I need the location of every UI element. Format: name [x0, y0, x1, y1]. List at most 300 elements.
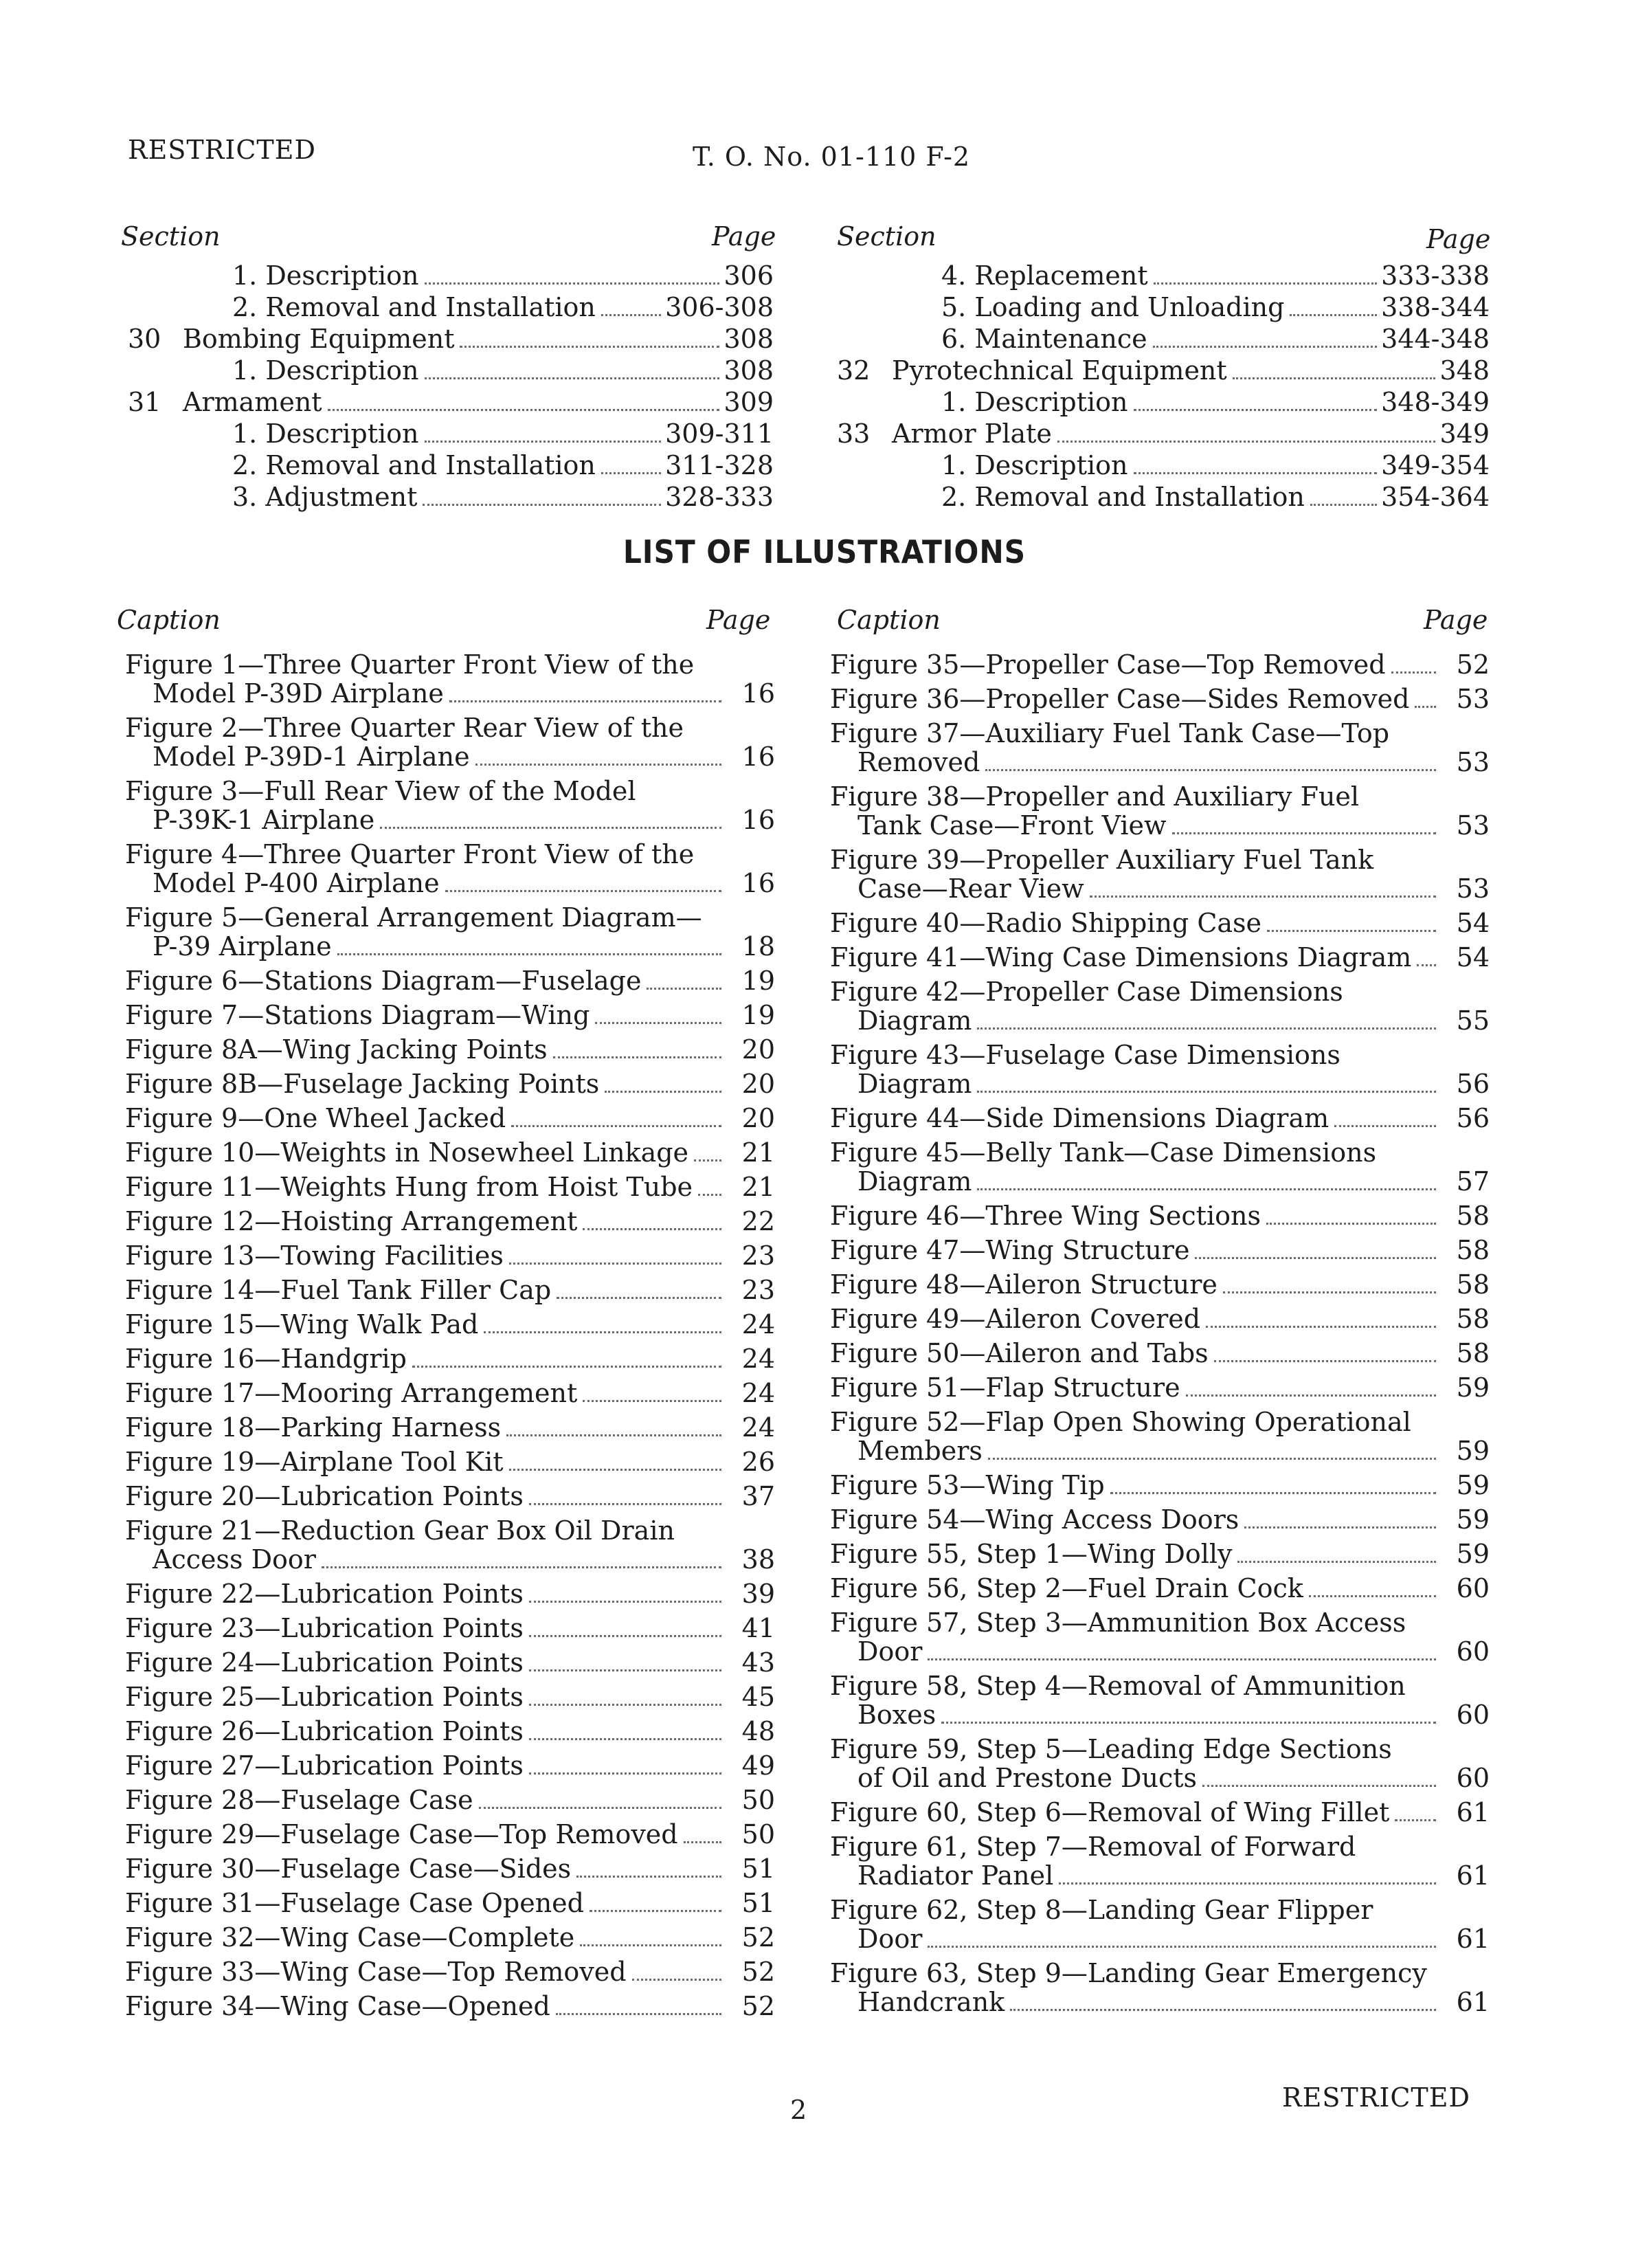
illustration-caption: Figure 34—Wing Case—Opened: [125, 1991, 550, 2021]
illustration-caption: Figure 30—Fuselage Case—Sides: [125, 1854, 572, 1884]
illustration-entry: [830, 845, 1490, 904]
dot-leader: [380, 827, 721, 829]
illustration-caption: Figure 13—Towing Facilities: [125, 1241, 504, 1271]
illustration-entry: [125, 1207, 775, 1236]
dot-leader: [1195, 1257, 1436, 1259]
dot-leader: [1057, 441, 1436, 443]
dot-leader: [601, 314, 661, 316]
dot-leader: [322, 1566, 721, 1568]
dot-leader: [511, 1125, 721, 1127]
illustration-page: 52: [741, 1991, 775, 2021]
illustration-caption-line2: Door: [857, 1924, 923, 1954]
illustration-entry: [830, 1608, 1490, 1667]
illustration-caption-line2: Boxes: [857, 1700, 936, 1730]
illustration-entry: [830, 943, 1490, 972]
illustration-entry: [125, 1413, 775, 1443]
illustration-caption: Figure 29—Fuselage Case—Top Removed: [125, 1819, 678, 1849]
illustration-caption: Figure 48—Aileron Structure: [830, 1269, 1218, 1300]
illustration-caption: Figure 32—Wing Case—Complete: [125, 1922, 575, 1953]
dot-leader: [1090, 896, 1436, 898]
illustration-page: 56: [1456, 1069, 1490, 1099]
list-of-illustrations-title: LIST OF ILLUSTRATIONS: [622, 533, 1027, 570]
illustration-caption-line1: Figure 61, Step 7—Removal of Forward: [830, 1832, 1356, 1862]
dot-leader: [1214, 1360, 1436, 1362]
illustration-entry: [830, 977, 1490, 1036]
dot-leader: [479, 1807, 721, 1809]
illustration-entry: [830, 650, 1490, 680]
illustration-caption-line1: Figure 45—Belly Tank—Case Dimensions: [830, 1137, 1377, 1168]
illustration-page: 23: [741, 1275, 775, 1305]
dot-leader: [529, 1738, 721, 1740]
illustration-entry: [830, 719, 1490, 777]
section-title: 1. Description: [232, 260, 419, 291]
illustration-page: 19: [741, 1000, 775, 1030]
illustration-entry: [125, 1648, 775, 1678]
illustration-entry: [125, 1276, 775, 1305]
illustration-page: 24: [741, 1378, 775, 1408]
section-row: [837, 293, 1490, 322]
dot-leader: [632, 1979, 721, 1981]
illustration-page: 56: [1456, 1103, 1490, 1133]
illustration-caption-line2: Tank Case—Front View: [857, 810, 1167, 841]
illustration-entry: [125, 1957, 775, 1987]
illustration-entry: [125, 1035, 775, 1065]
illustration-page: 61: [1456, 1860, 1490, 1891]
illustration-caption-line1: Figure 39—Propeller Auxiliary Fuel Tank: [830, 845, 1374, 875]
illustration-page: 58: [1456, 1269, 1490, 1300]
illustration-caption-line2: of Oil and Prestone Ducts: [857, 1763, 1197, 1793]
section-title: Pyrotechnical Equipment: [892, 355, 1227, 386]
section-page: 349: [1439, 419, 1490, 449]
illustration-page: 20: [741, 1034, 775, 1065]
section-page: 348-349: [1381, 387, 1490, 417]
dot-leader: [425, 441, 662, 443]
illustration-caption-line1: Figure 52—Flap Open Showing Operational: [830, 1407, 1411, 1437]
section-row: [128, 419, 774, 449]
dot-leader: [1244, 1526, 1436, 1528]
illustration-caption-line2: Model P-400 Airplane: [153, 868, 440, 898]
illustration-entry: [830, 1201, 1490, 1231]
illustration-page: 43: [741, 1647, 775, 1678]
dot-leader: [1134, 472, 1378, 474]
section-row: [837, 388, 1490, 417]
illustration-entry: [125, 966, 775, 996]
dot-leader: [1059, 1882, 1436, 1885]
illustration-page: 19: [741, 966, 775, 996]
illustration-caption-line2: Handcrank: [857, 1987, 1005, 2017]
illustration-page: 23: [741, 1241, 775, 1271]
dot-leader: [1223, 1291, 1436, 1293]
illustration-caption-line1: Figure 3—Full Rear View of the Model: [125, 776, 636, 806]
page-column-label: Page: [712, 221, 776, 252]
illustration-caption-line2: Door: [857, 1636, 923, 1667]
header-document-number: T. O. No. 01-110 F-2: [693, 142, 971, 172]
illustration-entry: [830, 1832, 1490, 1891]
illustration-caption-line2: Access Door: [153, 1544, 316, 1575]
illustration-entry: [830, 1104, 1490, 1133]
illustration-caption-line1: Figure 1—Three Quarter Front View of the: [125, 649, 695, 680]
dot-leader: [580, 1944, 721, 1946]
dot-leader: [1266, 1223, 1436, 1225]
illustration-entry: [830, 782, 1490, 841]
illustration-entry: [830, 1574, 1490, 1603]
illustration-page: 57: [1456, 1166, 1490, 1197]
illustration-caption-line1: Figure 21—Reduction Gear Box Oil Drain: [125, 1515, 675, 1546]
section-column-label: Section: [837, 221, 936, 252]
illustration-page: 16: [741, 868, 775, 898]
section-title: Armament: [183, 387, 322, 417]
dot-leader: [1417, 964, 1436, 966]
illustration-page: 61: [1456, 1924, 1490, 1954]
dot-leader: [529, 1601, 721, 1603]
illustration-caption: Figure 7—Stations Diagram—Wing: [125, 1000, 590, 1030]
section-title: 1. Description: [232, 419, 419, 449]
section-page: 333-338: [1381, 260, 1490, 291]
illustration-page: 58: [1456, 1235, 1490, 1265]
page-column-label: Page: [706, 605, 771, 635]
section-page: 348: [1439, 355, 1490, 386]
illustration-caption-line1: Figure 38—Propeller and Auxiliary Fuel: [830, 781, 1360, 812]
illustration-entry: [125, 1069, 775, 1099]
illustration-entry: [125, 1682, 775, 1712]
dot-leader: [590, 1910, 721, 1912]
section-page: 354-364: [1381, 482, 1490, 512]
dot-leader: [988, 1458, 1436, 1460]
dot-leader: [475, 764, 721, 766]
section-number: 31: [128, 387, 161, 417]
illustration-entry: [125, 1751, 775, 1781]
illustration-page: 18: [741, 931, 775, 961]
illustration-page: 52: [741, 1957, 775, 1987]
illustration-caption-line2: Case—Rear View: [857, 874, 1084, 904]
dot-leader: [529, 1772, 721, 1775]
illustration-caption: Figure 33—Wing Case—Top Removed: [125, 1957, 627, 1987]
dot-leader: [576, 1876, 721, 1878]
illustration-entry: [830, 1471, 1490, 1500]
dot-leader: [1309, 1595, 1436, 1597]
illustration-entry: [830, 1959, 1490, 2017]
illustration-caption: Figure 11—Weights Hung from Hoist Tube: [125, 1172, 693, 1202]
illustration-page: 49: [741, 1750, 775, 1781]
illustration-caption-line1: Figure 43—Fuselage Case Dimensions: [830, 1040, 1340, 1070]
illustration-caption: Figure 49—Aileron Covered: [830, 1304, 1201, 1334]
illustration-entry: [125, 1889, 775, 1918]
illustration-caption: Figure 31—Fuselage Case Opened: [125, 1888, 584, 1918]
illustration-entry: [125, 840, 775, 898]
illustration-page: 24: [741, 1344, 775, 1374]
illustration-entry: [125, 1344, 775, 1374]
dot-leader: [556, 2013, 721, 2015]
section-page: 328-333: [665, 482, 774, 512]
illustration-caption: Figure 35—Propeller Case—Top Removed: [830, 649, 1386, 680]
illustration-page: 21: [741, 1137, 775, 1168]
illustration-caption: Figure 44—Side Dimensions Diagram: [830, 1103, 1330, 1133]
page-column-label: Page: [1424, 605, 1488, 635]
dot-leader: [1237, 1561, 1436, 1563]
section-page: 306-308: [665, 292, 774, 322]
illustration-page: 21: [741, 1172, 775, 1202]
illustration-page: 61: [1456, 1987, 1490, 2017]
section-page: 338-344: [1381, 292, 1490, 322]
illustration-caption: Figure 19—Airplane Tool Kit: [125, 1447, 504, 1477]
illustration-page: 53: [1456, 684, 1490, 714]
illustration-caption: Figure 47—Wing Structure: [830, 1235, 1190, 1265]
illustration-page: 58: [1456, 1201, 1490, 1231]
illustration-page: 52: [741, 1922, 775, 1953]
dot-leader: [449, 700, 721, 702]
dot-leader: [1334, 1125, 1436, 1127]
section-page: 309: [723, 387, 774, 417]
illustration-entry: [125, 1447, 775, 1477]
illustration-caption: Figure 40—Radio Shipping Case: [830, 908, 1262, 938]
illustration-entry: [125, 650, 775, 709]
illustration-caption: Figure 24—Lubrication Points: [125, 1647, 524, 1678]
illustration-caption-line2: Radiator Panel: [857, 1860, 1054, 1891]
section-row: [128, 451, 774, 480]
dot-leader: [1395, 1819, 1436, 1821]
illustration-entry: [125, 1854, 775, 1884]
illustration-page: 59: [1456, 1504, 1490, 1535]
illustration-entry: [125, 1001, 775, 1030]
dot-leader: [412, 1366, 721, 1368]
illustration-entry: [830, 1373, 1490, 1403]
illustration-page: 58: [1456, 1304, 1490, 1334]
illustration-entry: [125, 1310, 775, 1339]
illustration-entry: [830, 1505, 1490, 1535]
illustration-caption-line1: Figure 37—Auxiliary Fuel Tank Case—Top: [830, 718, 1390, 748]
illustration-entry: [125, 1104, 775, 1133]
illustration-page: 26: [741, 1447, 775, 1477]
illustration-page: 59: [1456, 1470, 1490, 1500]
dot-leader: [328, 409, 720, 411]
illustration-entry: [830, 1895, 1490, 1954]
illustration-entry: [830, 1339, 1490, 1368]
dot-leader: [529, 1669, 721, 1671]
dot-leader: [337, 953, 721, 955]
dot-leader: [484, 1331, 721, 1333]
illustration-page: 16: [741, 805, 775, 835]
illustration-page: 59: [1456, 1436, 1490, 1466]
dot-leader: [941, 1722, 1436, 1724]
illustration-entry: [125, 1516, 775, 1575]
dot-leader: [977, 1027, 1436, 1030]
illustration-caption: Figure 8A—Wing Jacking Points: [125, 1034, 548, 1065]
illustration-page: 39: [741, 1579, 775, 1609]
illustration-caption-line1: Figure 42—Propeller Case Dimensions: [830, 977, 1343, 1007]
illustration-caption: Figure 6—Stations Diagram—Fuselage: [125, 966, 642, 996]
illustration-page: 24: [741, 1412, 775, 1443]
dot-leader: [423, 504, 661, 506]
dot-leader: [425, 282, 720, 285]
page-column-label: Page: [1426, 224, 1491, 254]
illustration-caption: Figure 54—Wing Access Doors: [830, 1504, 1239, 1535]
section-title: 5. Loading and Unloading: [941, 292, 1285, 322]
illustration-entry: [830, 1236, 1490, 1265]
section-title: 6. Maintenance: [941, 324, 1147, 354]
section-number: 32: [837, 355, 871, 386]
illustration-entry: [125, 1923, 775, 1953]
dot-leader: [529, 1635, 721, 1637]
illustration-page: 60: [1456, 1636, 1490, 1667]
illustration-caption: Figure 17—Mooring Arrangement: [125, 1378, 578, 1408]
illustration-page: 50: [741, 1785, 775, 1815]
dot-leader: [509, 1263, 721, 1265]
illustration-entry: [830, 685, 1490, 714]
section-title: 2. Removal and Installation: [232, 292, 596, 322]
dot-leader: [698, 1194, 721, 1196]
illustration-page: 54: [1456, 942, 1490, 972]
caption-column-label: Caption: [837, 605, 941, 635]
illustration-entry: [125, 1820, 775, 1849]
illustration-entry: [125, 1614, 775, 1643]
illustration-caption: Figure 36—Propeller Case—Sides Removed: [830, 684, 1410, 714]
section-page: 349-354: [1381, 450, 1490, 480]
illustration-page: 41: [741, 1613, 775, 1643]
section-title: 1. Description: [232, 355, 419, 386]
dot-leader: [557, 1297, 721, 1299]
illustration-caption: Figure 53—Wing Tip: [830, 1470, 1105, 1500]
dot-leader: [1310, 504, 1377, 506]
illustration-caption-line1: Figure 63, Step 9—Landing Gear Emergency: [830, 1958, 1427, 1988]
dot-leader: [1010, 2009, 1436, 2011]
section-title: 1. Description: [941, 387, 1128, 417]
dot-leader: [529, 1704, 721, 1706]
illustration-caption-line2: P-39K-1 Airplane: [153, 805, 375, 835]
illustration-caption-line2: Diagram: [857, 1069, 972, 1099]
illustration-page: 52: [1456, 649, 1490, 680]
illustration-caption-line2: Model P-39D-1 Airplane: [153, 742, 470, 772]
illustration-page: 60: [1456, 1700, 1490, 1730]
illustration-entry: [830, 1408, 1490, 1466]
illustration-caption: Figure 14—Fuel Tank Filler Cap: [125, 1275, 552, 1305]
section-page: 308: [723, 355, 774, 386]
illustration-page: 51: [741, 1854, 775, 1884]
illustration-entry: [125, 1786, 775, 1815]
section-row: [128, 356, 774, 386]
section-row: [837, 356, 1490, 386]
illustration-page: 50: [741, 1819, 775, 1849]
dot-leader: [1206, 1326, 1436, 1328]
footer-page-number: 2: [790, 2095, 808, 2125]
dot-leader: [1233, 377, 1436, 379]
section-row: [837, 482, 1490, 512]
illustration-page: 54: [1456, 908, 1490, 938]
illustration-page: 38: [741, 1544, 775, 1575]
illustration-caption: Figure 50—Aileron and Tabs: [830, 1338, 1209, 1368]
illustration-caption: Figure 41—Wing Case Dimensions Diagram: [830, 942, 1412, 972]
illustration-page: 53: [1456, 747, 1490, 777]
dot-leader: [1267, 930, 1436, 932]
illustration-entry: [830, 1304, 1490, 1334]
dot-leader: [506, 1434, 721, 1436]
section-row: [128, 482, 774, 512]
illustration-page: 48: [741, 1716, 775, 1746]
dot-leader: [1154, 282, 1377, 285]
illustration-caption: Figure 51—Flap Structure: [830, 1372, 1180, 1403]
header-restricted: RESTRICTED: [128, 135, 316, 165]
illustration-caption-line2: Diagram: [857, 1005, 972, 1036]
dot-leader: [425, 377, 720, 379]
section-row: [837, 419, 1490, 449]
illustration-caption: Figure 20—Lubrication Points: [125, 1481, 524, 1511]
dot-leader: [605, 1091, 721, 1093]
illustration-page: 60: [1456, 1573, 1490, 1603]
illustration-entry: [125, 1992, 775, 2021]
illustration-entry: [125, 1138, 775, 1168]
dot-leader: [553, 1056, 721, 1058]
section-row: [837, 451, 1490, 480]
dot-leader: [1153, 346, 1377, 348]
section-page: 308: [723, 324, 774, 354]
illustration-caption-line1: Figure 62, Step 8—Landing Gear Flipper: [830, 1895, 1373, 1925]
illustration-caption: Figure 55, Step 1—Wing Dolly: [830, 1539, 1233, 1569]
section-page: 306: [723, 260, 774, 291]
illustration-entry: [830, 1798, 1490, 1827]
dot-leader: [445, 890, 721, 892]
dot-leader: [1415, 706, 1436, 708]
section-row: [128, 388, 774, 417]
section-title: 1. Description: [941, 450, 1128, 480]
caption-column-label: Caption: [117, 605, 221, 635]
illustration-page: 24: [741, 1309, 775, 1339]
illustration-entry: [830, 1671, 1490, 1730]
illustration-caption-line2: Diagram: [857, 1166, 972, 1197]
illustration-entry: [830, 1735, 1490, 1793]
dot-leader: [583, 1228, 721, 1230]
dot-leader: [601, 472, 661, 474]
section-title: Bombing Equipment: [183, 324, 455, 354]
illustration-page: 60: [1456, 1763, 1490, 1793]
dot-leader: [977, 1091, 1436, 1093]
illustration-caption-line1: Figure 2—Three Quarter Rear View of the: [125, 713, 684, 743]
illustration-page: 53: [1456, 810, 1490, 841]
section-row: [837, 324, 1490, 354]
section-number: 30: [128, 324, 161, 354]
illustration-page: 16: [741, 678, 775, 709]
section-page: 311-328: [665, 450, 774, 480]
illustration-caption-line1: Figure 4—Three Quarter Front View of the: [125, 839, 695, 869]
illustration-entry: [125, 1172, 775, 1202]
dot-leader: [1172, 832, 1436, 834]
illustration-caption: Figure 8B—Fuselage Jacking Points: [125, 1069, 600, 1099]
illustration-caption: Figure 15—Wing Walk Pad: [125, 1309, 479, 1339]
illustration-caption-line2: P-39 Airplane: [153, 931, 332, 961]
illustration-page: 59: [1456, 1539, 1490, 1569]
dot-leader: [985, 769, 1436, 771]
illustration-entry: [830, 1270, 1490, 1300]
illustration-page: 37: [741, 1481, 775, 1511]
illustration-entry: [830, 1539, 1490, 1569]
illustration-page: 45: [741, 1682, 775, 1712]
section-column-label: Section: [121, 221, 221, 252]
illustration-page: 55: [1456, 1005, 1490, 1036]
dot-leader: [1134, 409, 1378, 411]
dot-leader: [694, 1159, 721, 1161]
section-number: 33: [837, 419, 871, 449]
section-row: [128, 293, 774, 322]
section-title: Armor Plate: [892, 419, 1052, 449]
illustration-caption: Figure 60, Step 6—Removal of Wing Fillet: [830, 1797, 1390, 1827]
illustration-page: 53: [1456, 874, 1490, 904]
dot-leader: [1290, 314, 1377, 316]
illustration-entry: [125, 1379, 775, 1408]
illustration-caption-line1: Figure 59, Step 5—Leading Edge Sections: [830, 1734, 1392, 1764]
illustration-entry: [125, 1482, 775, 1511]
illustration-page: 51: [741, 1888, 775, 1918]
illustration-caption-line2: Removed: [857, 747, 980, 777]
section-title: 3. Adjustment: [232, 482, 418, 512]
illustration-caption-line1: Figure 5—General Arrangement Diagram—: [125, 902, 702, 933]
